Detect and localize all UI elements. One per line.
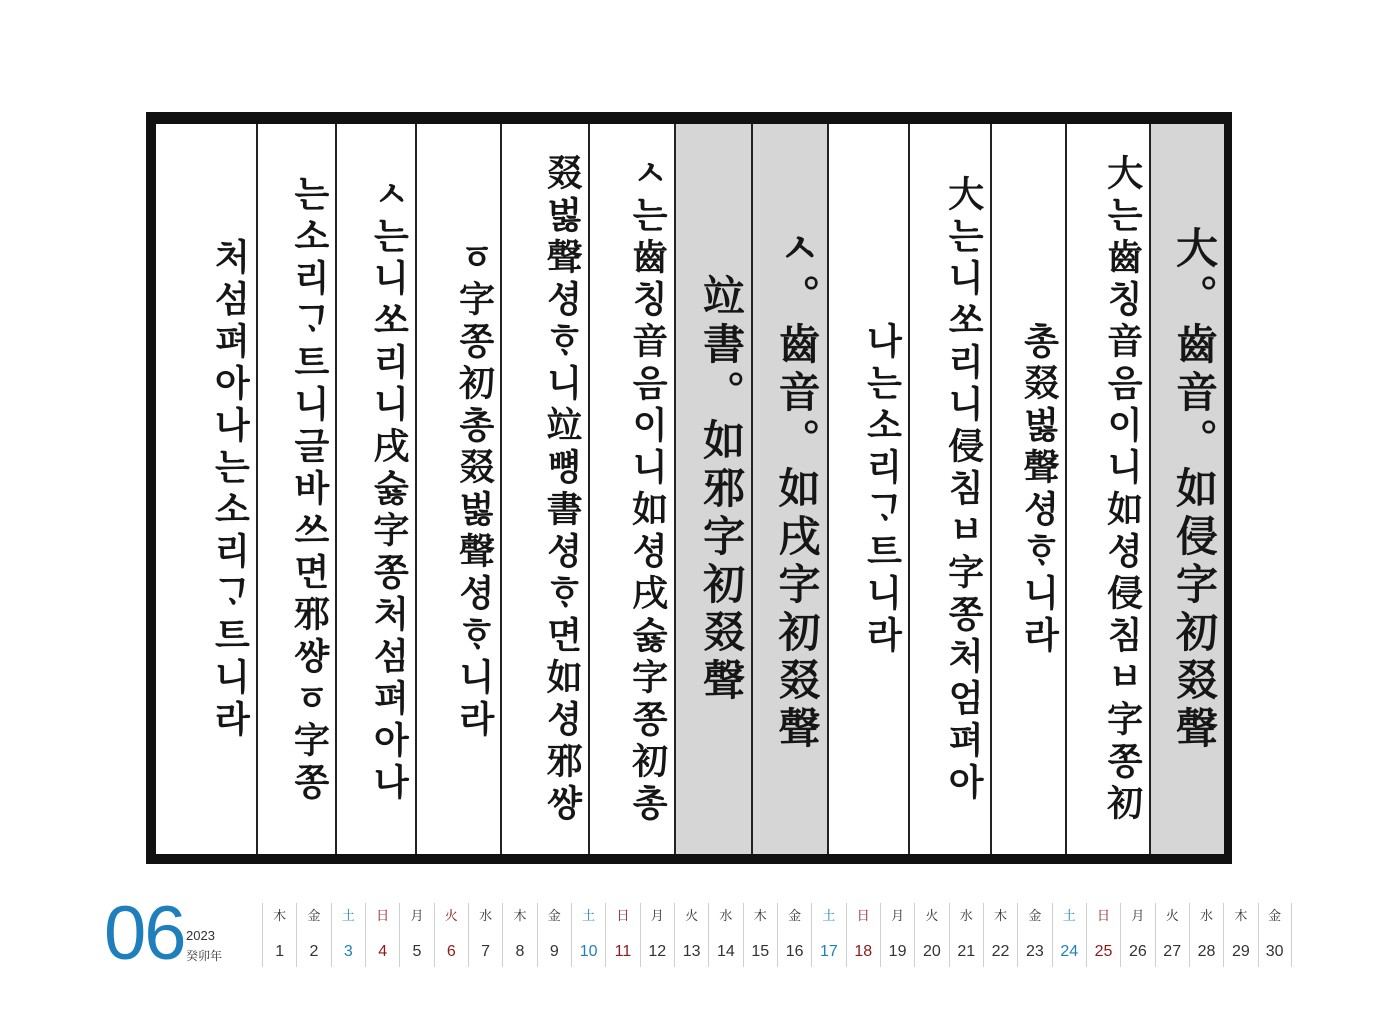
weekday-label: 木 [753,909,767,924]
text-column [908,124,990,854]
date-number: 18 [854,943,873,960]
hangul-page-image [146,112,1232,864]
weekday-label: 金 [547,909,561,924]
text-column [751,124,826,854]
date-number: 9 [549,943,559,960]
column-text: 大는니쏘리니侵침ㅂ字쫑처엄펴아 [942,175,985,805]
date-number: 7 [481,943,491,960]
text-column [1065,124,1149,854]
day-cell [571,903,605,967]
date-number: 29 [1231,943,1250,960]
weekday-label: 木 [994,909,1008,924]
day-strip [262,903,1292,967]
text-column [156,124,256,854]
date-number: 16 [785,943,804,960]
ganji-year-label: 癸卯年 [186,949,223,963]
year-label: 2023 [186,928,215,943]
column-text: 竝書。如邪字初叕聲 [697,274,747,706]
date-number: 26 [1128,943,1147,960]
weekday-label: 木 [1234,909,1248,924]
weekday-label: 火 [925,909,939,924]
date-number: 6 [446,943,456,960]
date-number: 12 [648,943,667,960]
weekday-label: 月 [1131,909,1145,924]
day-cell [468,903,502,967]
text-column [1149,124,1224,854]
day-cell [399,903,433,967]
column-text: ㅅ는齒칭音음이니如셩戌슗字쫑初총 [626,154,669,826]
weekday-label: 水 [719,909,733,924]
day-cell [1086,903,1120,967]
text-column [256,124,335,854]
day-cell [1155,903,1189,967]
weekday-label: 水 [959,909,973,924]
date-number: 25 [1094,943,1113,960]
day-cell [743,903,777,967]
date-number: 5 [412,943,422,960]
text-column [674,124,751,854]
weekday-label: 火 [444,909,458,924]
day-cell [331,903,365,967]
weekday-label: 木 [273,909,287,924]
day-cell [365,903,399,967]
date-number: 10 [579,943,598,960]
day-cell [605,903,639,967]
day-cell [640,903,674,967]
day-cell [1189,903,1223,967]
weekday-label: 土 [1062,909,1076,924]
weekday-label: 土 [582,909,596,924]
day-cell [949,903,983,967]
day-cell [1017,903,1051,967]
weekday-label: 金 [1268,909,1282,924]
day-cell [708,903,742,967]
day-cell [880,903,914,967]
date-number: 28 [1197,943,1216,960]
text-column [335,124,414,854]
date-number: 8 [515,943,525,960]
text-column [500,124,588,854]
day-cell [296,903,330,967]
column-text: ㅅ는니쏘리니戌슗字쫑처섬펴아나 [367,175,410,805]
text-column [588,124,674,854]
weekday-label: 木 [513,909,527,924]
day-cell [914,903,948,967]
day-cell [1223,903,1257,967]
date-number: 11 [614,943,632,960]
date-number: 21 [957,943,976,960]
weekday-label: 日 [1097,909,1111,924]
column-text: 처섬펴아나는소리ᄀᆞ트니라 [208,238,251,742]
column-text: 총叕벓聲셩ᄒᆞ니라 [1018,322,1061,658]
day-cell [262,903,296,967]
date-number: 30 [1265,943,1284,960]
weekday-label: 水 [479,909,493,924]
day-cell [502,903,536,967]
weekday-label: 金 [788,909,802,924]
date-number: 4 [378,943,388,960]
weekday-label: 日 [616,909,630,924]
text-column [415,124,501,854]
column-text: 大。齒音。如侵字初叕聲 [1169,226,1219,754]
date-number: 17 [820,943,838,960]
day-cell [1052,903,1086,967]
weekday-label: 土 [341,909,355,924]
date-number: 19 [888,943,907,960]
weekday-label: 日 [856,909,870,924]
date-number: 3 [343,943,353,960]
column-text: ㆆ字쫑初총叕벓聲셩ᄒᆞ니라 [453,238,496,742]
date-number: 15 [751,943,770,960]
column-text: 叕벓聲셩ᄒᆞ니竝뼝書셩ᄒᆞ면如셩邪썅 [541,154,584,826]
weekday-label: 火 [685,909,699,924]
date-number: 13 [682,943,701,960]
text-column [827,124,909,854]
page-columns [156,124,1224,854]
day-cell [537,903,571,967]
day-cell [983,903,1017,967]
date-number: 22 [991,943,1010,960]
date-number: 1 [275,943,285,960]
day-cell [811,903,845,967]
day-cell [1258,903,1292,967]
weekday-label: 月 [891,909,905,924]
weekday-label: 金 [307,909,321,924]
day-cell [674,903,708,967]
text-column [990,124,1065,854]
date-number: 24 [1060,943,1079,960]
month-number: 06 [104,891,185,976]
weekday-label: 月 [410,909,424,924]
weekday-label: 水 [1200,909,1214,924]
day-cell [434,903,468,967]
column-text: 나는소리ᄀᆞ트니라 [861,322,904,658]
weekday-label: 金 [1028,909,1042,924]
date-number: 2 [309,943,319,960]
column-text: 大는齒칭音음이니如셩侵침ㅂ字쫑初 [1101,154,1144,826]
weekday-label: 土 [822,909,836,924]
weekday-label: 月 [650,909,664,924]
column-text: ㅅ。齒音。如戌字初叕聲 [772,226,822,754]
column-text: 는소리ᄀᆞ트니글바쓰면邪썅ㆆ字쫑 [288,175,331,805]
date-number: 27 [1163,943,1182,960]
day-cell [777,903,811,967]
weekday-label: 火 [1165,909,1179,924]
weekday-label: 日 [376,909,390,924]
date-number: 20 [923,943,941,960]
date-number: 23 [1025,943,1044,960]
day-cell [1120,903,1154,967]
day-cell [846,903,880,967]
date-number: 14 [717,943,735,960]
